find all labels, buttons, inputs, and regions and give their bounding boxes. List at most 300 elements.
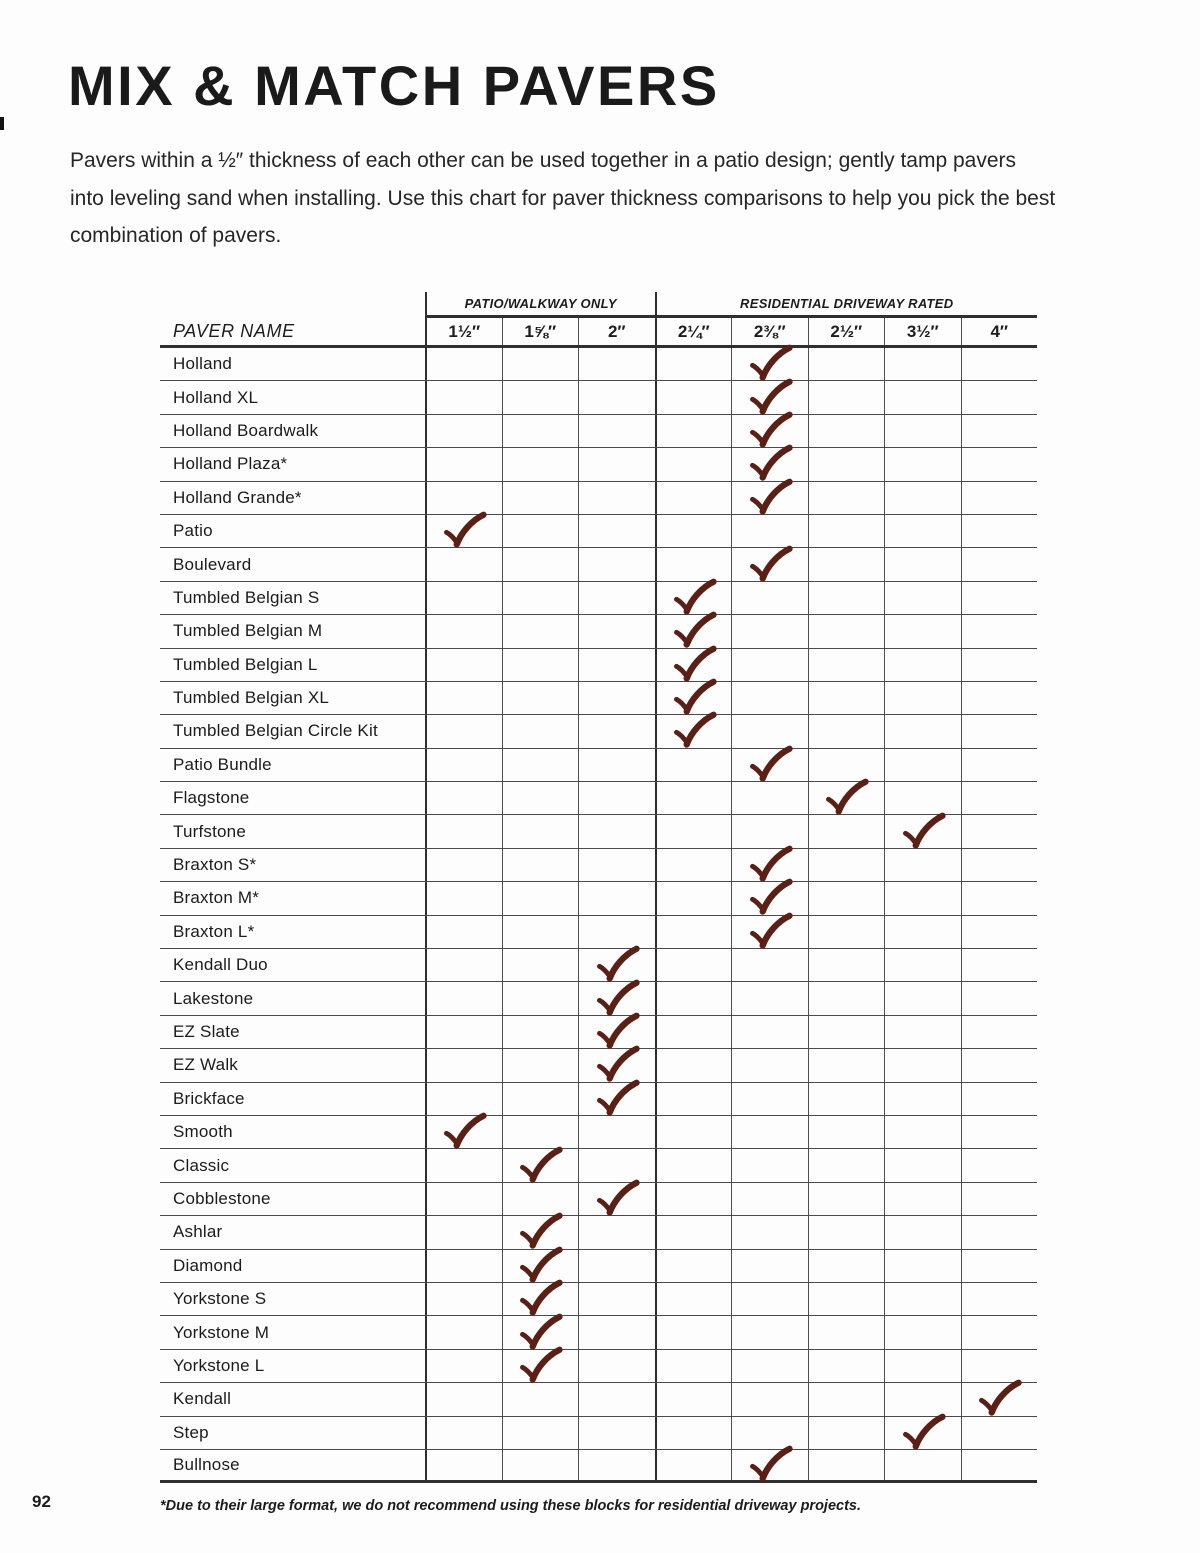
thickness-cell bbox=[425, 715, 502, 747]
check-icon bbox=[747, 378, 792, 415]
thickness-cell bbox=[578, 1116, 655, 1148]
thickness-cell bbox=[655, 949, 732, 981]
thickness-cell bbox=[731, 1049, 808, 1081]
table-row bbox=[160, 1417, 1037, 1450]
paver-name: Braxton L* bbox=[173, 921, 255, 941]
check-icon bbox=[747, 879, 792, 916]
thickness-cell bbox=[731, 582, 808, 614]
thickness-cell bbox=[425, 949, 502, 981]
thickness-cell bbox=[961, 982, 1038, 1014]
thickness-cell bbox=[961, 1049, 1038, 1081]
thickness-cell bbox=[808, 782, 885, 814]
paver-name: Patio bbox=[173, 521, 213, 541]
thickness-cell bbox=[731, 1183, 808, 1215]
column-header: 1½″ bbox=[425, 318, 502, 345]
paver-name: Turfstone bbox=[173, 821, 246, 841]
thickness-cell bbox=[884, 782, 961, 814]
thickness-cell bbox=[808, 415, 885, 447]
thickness-cell bbox=[961, 1216, 1038, 1248]
table-row bbox=[160, 949, 1037, 982]
thickness-cell bbox=[884, 448, 961, 480]
thickness-cell bbox=[808, 1016, 885, 1048]
thickness-cell bbox=[578, 749, 655, 781]
paver-name: Holland XL bbox=[173, 387, 259, 407]
thickness-cell bbox=[961, 515, 1038, 547]
paver-name: Holland Grande* bbox=[173, 487, 302, 507]
thickness-cell bbox=[731, 882, 808, 914]
paver-name: Boulevard bbox=[173, 554, 252, 574]
thickness-cell bbox=[578, 515, 655, 547]
thickness-cell bbox=[808, 1417, 885, 1449]
check-icon bbox=[747, 845, 792, 882]
thickness-cell bbox=[425, 916, 502, 948]
check-icon bbox=[671, 678, 716, 715]
thickness-cell bbox=[655, 1283, 732, 1315]
thickness-cell bbox=[655, 1383, 732, 1415]
thickness-cell bbox=[731, 615, 808, 647]
thickness-cell bbox=[425, 1283, 502, 1315]
thickness-cell bbox=[961, 649, 1038, 681]
column-group-row bbox=[160, 292, 1037, 318]
thickness-cell bbox=[425, 1450, 502, 1480]
paver-name: Tumbled Belgian L bbox=[173, 654, 318, 674]
thickness-cell bbox=[655, 482, 732, 514]
thickness-cell bbox=[884, 1450, 961, 1480]
table-row bbox=[160, 348, 1037, 381]
table-row bbox=[160, 448, 1037, 481]
check-icon bbox=[671, 578, 716, 615]
thickness-cell bbox=[731, 1316, 808, 1348]
thickness-cell bbox=[884, 949, 961, 981]
thickness-cell bbox=[502, 1250, 579, 1282]
thickness-cell bbox=[731, 949, 808, 981]
thickness-cell bbox=[808, 515, 885, 547]
table-row bbox=[160, 1450, 1037, 1483]
footnote: *Due to their large format, we do not recommend using these blocks for residential driveway projects. bbox=[160, 1498, 861, 1514]
check-icon bbox=[747, 345, 792, 382]
thickness-cell bbox=[731, 916, 808, 948]
intro-line: into leveling sand when installing. Use this chart for paver thickness comparisons to help you pick the best bbox=[70, 186, 1056, 210]
thickness-cell bbox=[655, 548, 732, 580]
thickness-cell bbox=[425, 1116, 502, 1148]
thickness-cell bbox=[578, 849, 655, 881]
thickness-cell bbox=[808, 749, 885, 781]
thickness-cell bbox=[961, 949, 1038, 981]
thickness-cell bbox=[502, 1183, 579, 1215]
thickness-cell bbox=[961, 482, 1038, 514]
intro-paragraph bbox=[70, 142, 1055, 255]
page-number: 92 bbox=[32, 1492, 51, 1511]
thickness-cell bbox=[961, 415, 1038, 447]
thickness-cell bbox=[884, 1417, 961, 1449]
thickness-cell bbox=[884, 415, 961, 447]
thickness-cell bbox=[961, 1450, 1038, 1480]
paver-name: Holland bbox=[173, 354, 233, 374]
thickness-cell bbox=[884, 1183, 961, 1215]
thickness-cell bbox=[502, 1049, 579, 1081]
thickness-cell bbox=[808, 1350, 885, 1382]
table-row bbox=[160, 548, 1037, 581]
thickness-cell bbox=[808, 982, 885, 1014]
thickness-cell bbox=[808, 1083, 885, 1115]
table-row bbox=[160, 381, 1037, 414]
thickness-cell bbox=[578, 1083, 655, 1115]
check-icon bbox=[747, 1445, 792, 1482]
thickness-cell bbox=[425, 649, 502, 681]
thickness-cell bbox=[884, 1383, 961, 1415]
thickness-cell bbox=[884, 1216, 961, 1248]
thickness-cell bbox=[578, 1049, 655, 1081]
table-row bbox=[160, 1350, 1037, 1383]
thickness-cell bbox=[731, 1149, 808, 1181]
thickness-cell bbox=[655, 582, 732, 614]
check-icon bbox=[747, 478, 792, 515]
thickness-cell bbox=[731, 682, 808, 714]
paver-name: EZ Slate bbox=[173, 1022, 240, 1041]
column-header: 2½″ bbox=[808, 318, 885, 345]
thickness-cell bbox=[425, 515, 502, 547]
thickness-cell bbox=[731, 749, 808, 781]
thickness-cell bbox=[502, 615, 579, 647]
thickness-cell bbox=[578, 1283, 655, 1315]
thickness-cell bbox=[884, 749, 961, 781]
table-row bbox=[160, 882, 1037, 915]
thickness-cell bbox=[731, 381, 808, 413]
check-icon bbox=[671, 612, 716, 649]
thickness-cell bbox=[425, 448, 502, 480]
thickness-cell bbox=[655, 1116, 732, 1148]
check-icon bbox=[442, 1113, 487, 1150]
thickness-cell bbox=[731, 415, 808, 447]
thickness-cell bbox=[655, 782, 732, 814]
thickness-cell bbox=[578, 548, 655, 580]
thickness-cell bbox=[961, 782, 1038, 814]
thickness-cell bbox=[808, 815, 885, 847]
thickness-cell bbox=[808, 582, 885, 614]
check-icon bbox=[824, 779, 869, 816]
table-row bbox=[160, 482, 1037, 515]
table-row bbox=[160, 1083, 1037, 1116]
thickness-cell bbox=[578, 815, 655, 847]
thickness-cell bbox=[961, 715, 1038, 747]
thickness-cell bbox=[425, 1083, 502, 1115]
table-row bbox=[160, 1183, 1037, 1216]
thickness-cell bbox=[961, 1083, 1038, 1115]
thickness-cell bbox=[425, 348, 502, 380]
thickness-cell bbox=[961, 448, 1038, 480]
table-row bbox=[160, 615, 1037, 648]
thickness-cell bbox=[961, 1283, 1038, 1315]
table-row bbox=[160, 682, 1037, 715]
paver-name: Classic bbox=[173, 1155, 230, 1175]
thickness-cell bbox=[578, 882, 655, 914]
thickness-cell bbox=[961, 749, 1038, 781]
thickness-cell bbox=[655, 1183, 732, 1215]
thickness-cell bbox=[578, 1250, 655, 1282]
thickness-cell bbox=[731, 1216, 808, 1248]
thickness-cell bbox=[961, 849, 1038, 881]
thickness-cell bbox=[808, 381, 885, 413]
table-row bbox=[160, 415, 1037, 448]
thickness-cell bbox=[884, 1350, 961, 1382]
thickness-cell bbox=[425, 749, 502, 781]
thickness-cell bbox=[655, 715, 732, 747]
paver-name: Ashlar bbox=[173, 1222, 223, 1242]
thickness-cell bbox=[502, 782, 579, 814]
thickness-cell bbox=[502, 1116, 579, 1148]
table-row bbox=[160, 1216, 1037, 1249]
paver-name: Tumbled Belgian XL bbox=[173, 688, 330, 708]
thickness-cell bbox=[578, 1016, 655, 1048]
thickness-cell bbox=[425, 615, 502, 647]
thickness-cell bbox=[808, 548, 885, 580]
table-row bbox=[160, 1316, 1037, 1349]
paver-name: Kendall bbox=[173, 1389, 232, 1409]
thickness-cell bbox=[655, 348, 732, 380]
thickness-cell bbox=[731, 1450, 808, 1480]
paver-name: Yorkstone M bbox=[173, 1322, 270, 1342]
thickness-cell bbox=[884, 849, 961, 881]
thickness-cell bbox=[655, 682, 732, 714]
thickness-cell bbox=[961, 1316, 1038, 1348]
thickness-cell bbox=[578, 982, 655, 1014]
thickness-cell bbox=[425, 415, 502, 447]
column-header: 1⅝″ bbox=[502, 318, 579, 345]
thickness-cell bbox=[808, 1316, 885, 1348]
thickness-cell bbox=[731, 782, 808, 814]
thickness-cell bbox=[655, 649, 732, 681]
thickness-cell bbox=[884, 548, 961, 580]
column-group-patio-walkway: PATIO/WALKWAY ONLY bbox=[425, 292, 655, 318]
thickness-cell bbox=[731, 1250, 808, 1282]
thickness-cell bbox=[502, 916, 579, 948]
thickness-cell bbox=[808, 1450, 885, 1480]
thickness-cell bbox=[884, 1083, 961, 1115]
check-icon bbox=[518, 1313, 563, 1350]
thickness-cell bbox=[731, 1350, 808, 1382]
table-row bbox=[160, 1283, 1037, 1316]
thickness-cell bbox=[425, 1216, 502, 1248]
paver-name: Braxton M* bbox=[173, 888, 260, 908]
thickness-cell bbox=[502, 381, 579, 413]
thickness-cell bbox=[884, 1250, 961, 1282]
thickness-cell bbox=[655, 849, 732, 881]
thickness-cell bbox=[961, 548, 1038, 580]
column-header: 2″ bbox=[578, 318, 655, 345]
thickness-cell bbox=[425, 982, 502, 1014]
table-body bbox=[160, 348, 1037, 1483]
thickness-cell bbox=[884, 1116, 961, 1148]
check-icon bbox=[900, 1413, 945, 1450]
thickness-cell bbox=[961, 1250, 1038, 1282]
check-icon bbox=[594, 1179, 639, 1216]
thickness-cell bbox=[425, 1183, 502, 1215]
thickness-cell bbox=[502, 749, 579, 781]
thickness-cell bbox=[655, 1216, 732, 1248]
check-icon bbox=[594, 1012, 639, 1049]
thickness-cell bbox=[808, 448, 885, 480]
thickness-cell bbox=[884, 682, 961, 714]
thickness-cell bbox=[578, 348, 655, 380]
thickness-cell bbox=[655, 615, 732, 647]
paver-name: Tumbled Belgian S bbox=[173, 587, 320, 607]
thickness-cell bbox=[961, 682, 1038, 714]
thickness-cell bbox=[502, 448, 579, 480]
thickness-cell bbox=[884, 982, 961, 1014]
thickness-cell bbox=[655, 448, 732, 480]
paver-name: Cobblestone bbox=[173, 1188, 271, 1208]
thickness-cell bbox=[578, 715, 655, 747]
thickness-cell bbox=[578, 916, 655, 948]
thickness-cell bbox=[578, 1417, 655, 1449]
thickness-cell bbox=[425, 482, 502, 514]
thickness-cell bbox=[578, 448, 655, 480]
thickness-cell bbox=[502, 348, 579, 380]
thickness-cell bbox=[655, 515, 732, 547]
thickness-cell bbox=[808, 482, 885, 514]
paver-name: Tumbled Belgian M bbox=[173, 621, 323, 641]
thickness-cell bbox=[502, 582, 579, 614]
thickness-cell bbox=[655, 1417, 732, 1449]
thickness-cell bbox=[731, 482, 808, 514]
thickness-cell bbox=[884, 348, 961, 380]
check-icon bbox=[594, 1046, 639, 1083]
check-icon bbox=[747, 445, 792, 482]
thickness-cell bbox=[502, 1383, 579, 1415]
thickness-cell bbox=[808, 1250, 885, 1282]
thickness-cell bbox=[425, 682, 502, 714]
page-title: MIX & MATCH PAVERS bbox=[68, 54, 720, 117]
thickness-cell bbox=[655, 982, 732, 1014]
thickness-cell bbox=[961, 615, 1038, 647]
thickness-cell bbox=[425, 1417, 502, 1449]
thickness-cell bbox=[884, 1016, 961, 1048]
thickness-cell bbox=[808, 649, 885, 681]
thickness-cell bbox=[502, 1016, 579, 1048]
thickness-cell bbox=[425, 1350, 502, 1382]
check-icon bbox=[747, 545, 792, 582]
thickness-cell bbox=[425, 782, 502, 814]
table-row bbox=[160, 982, 1037, 1015]
intro-line: combination of pavers. bbox=[70, 224, 282, 247]
thickness-cell bbox=[502, 1417, 579, 1449]
paver-name-header: PAVER NAME bbox=[173, 321, 295, 341]
thickness-cell bbox=[731, 849, 808, 881]
thickness-cell bbox=[502, 548, 579, 580]
thickness-cell bbox=[731, 649, 808, 681]
thickness-cell bbox=[502, 1149, 579, 1181]
thickness-cell bbox=[502, 515, 579, 547]
thickness-cell bbox=[655, 381, 732, 413]
check-icon bbox=[518, 1146, 563, 1183]
thickness-cell bbox=[884, 582, 961, 614]
thickness-cell bbox=[578, 615, 655, 647]
paver-name: Flagstone bbox=[173, 788, 250, 808]
check-icon bbox=[747, 912, 792, 949]
thickness-cell bbox=[502, 1316, 579, 1348]
thickness-cell bbox=[578, 582, 655, 614]
check-icon bbox=[594, 979, 639, 1016]
thickness-cell bbox=[502, 1083, 579, 1115]
table-row bbox=[160, 649, 1037, 682]
thickness-cell bbox=[731, 548, 808, 580]
thickness-cell bbox=[578, 1183, 655, 1215]
thickness-cell bbox=[425, 1316, 502, 1348]
thickness-cell bbox=[655, 1250, 732, 1282]
check-icon bbox=[594, 946, 639, 983]
thickness-cell bbox=[578, 1450, 655, 1480]
table-row bbox=[160, 815, 1037, 848]
print-artifact-mark bbox=[0, 117, 4, 130]
paver-name: Kendall Duo bbox=[173, 955, 268, 975]
thickness-cell bbox=[731, 1016, 808, 1048]
thickness-cell bbox=[808, 1383, 885, 1415]
thickness-cell bbox=[808, 1283, 885, 1315]
check-icon bbox=[442, 512, 487, 549]
thickness-cell bbox=[655, 415, 732, 447]
check-icon bbox=[518, 1346, 563, 1383]
thickness-cell bbox=[655, 1450, 732, 1480]
thickness-cell bbox=[884, 649, 961, 681]
table-row bbox=[160, 849, 1037, 882]
table-row bbox=[160, 1049, 1037, 1082]
check-icon bbox=[518, 1213, 563, 1250]
thickness-cell bbox=[961, 1016, 1038, 1048]
thickness-cell bbox=[425, 849, 502, 881]
table-row bbox=[160, 1016, 1037, 1049]
table-row bbox=[160, 916, 1037, 949]
thickness-cell bbox=[961, 1383, 1038, 1415]
paver-name: Diamond bbox=[173, 1255, 243, 1275]
thickness-cell bbox=[808, 682, 885, 714]
thickness-cell bbox=[961, 1116, 1038, 1148]
thickness-cell bbox=[884, 815, 961, 847]
thickness-cell bbox=[502, 682, 579, 714]
paver-name: Brickface bbox=[173, 1088, 245, 1108]
thickness-cell bbox=[961, 1350, 1038, 1382]
check-icon bbox=[977, 1380, 1022, 1417]
thickness-cell bbox=[961, 348, 1038, 380]
thickness-cell bbox=[884, 515, 961, 547]
thickness-cell bbox=[578, 1350, 655, 1382]
thickness-cell bbox=[655, 1350, 732, 1382]
thickness-cell bbox=[884, 482, 961, 514]
thickness-cell bbox=[731, 1083, 808, 1115]
paver-name: Yorkstone L bbox=[173, 1355, 265, 1375]
check-icon bbox=[671, 712, 716, 749]
thickness-cell bbox=[578, 1383, 655, 1415]
table-row bbox=[160, 1250, 1037, 1283]
thickness-cell bbox=[425, 1383, 502, 1415]
column-header: 2¼″ bbox=[655, 318, 732, 345]
thickness-cell bbox=[578, 1316, 655, 1348]
thickness-cell bbox=[578, 482, 655, 514]
thickness-cell bbox=[961, 1149, 1038, 1181]
thickness-cell bbox=[731, 715, 808, 747]
thickness-cell bbox=[655, 749, 732, 781]
column-header: 2⅜″ bbox=[731, 318, 808, 345]
thickness-cell bbox=[808, 1216, 885, 1248]
thickness-cell bbox=[808, 849, 885, 881]
paver-name: Tumbled Belgian Circle Kit bbox=[173, 721, 378, 741]
thickness-cell bbox=[502, 1450, 579, 1480]
thickness-cell bbox=[655, 1016, 732, 1048]
thickness-cell bbox=[808, 615, 885, 647]
thickness-cell bbox=[502, 815, 579, 847]
check-icon bbox=[671, 645, 716, 682]
thickness-cell bbox=[655, 815, 732, 847]
thickness-cell bbox=[961, 882, 1038, 914]
